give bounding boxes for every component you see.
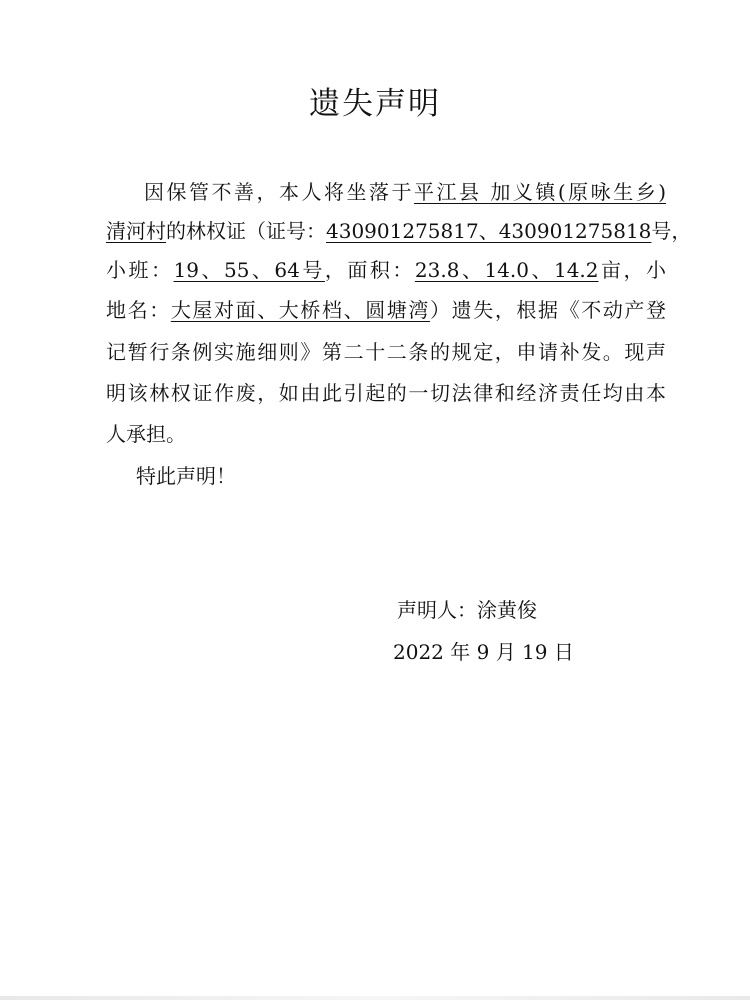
body-line-5: 记暂行条例实施细则》第二十二条的规定，申请补发。现声 xyxy=(106,340,666,364)
body-line-6: 明该林权证作废，如由此引起的一切法律和经济责任均由本 xyxy=(106,381,666,405)
body-text: 因保管不善，本人将坐落于 xyxy=(144,180,415,204)
place-name-underlined: 大屋对面、大桥档、圆塘湾 xyxy=(170,298,431,322)
declarant-signature: 声明人：涂黄俊 xyxy=(397,598,537,622)
village-underlined: 清河村 xyxy=(106,219,166,243)
body-line-2 xyxy=(106,219,692,243)
body-text: ，面积： xyxy=(324,258,415,282)
plot-number-underlined: 19、55、64号 xyxy=(173,258,325,282)
closing-statement: 特此声明！ xyxy=(136,464,236,488)
body-text: 亩，小 xyxy=(598,258,667,282)
location-underlined: 平江县 加义镇(原咏生乡) xyxy=(414,180,666,204)
body-text: 地名： xyxy=(106,298,171,322)
body-line-1 xyxy=(144,180,666,204)
document-title: 遗失声明 xyxy=(309,86,441,122)
body-line-7: 人承担。 xyxy=(106,422,186,446)
area-underlined: 23.8、14.0、14.2 xyxy=(414,258,599,282)
body-text: ）遗失，根据《不动产登 xyxy=(430,298,667,322)
certificate-number-underlined: 430901275817、430901275818 xyxy=(326,219,652,243)
body-text: 号， xyxy=(651,219,692,243)
body-text: 小班： xyxy=(106,258,174,282)
body-text: 的林权证（证号： xyxy=(166,219,326,243)
body-line-3 xyxy=(106,258,666,282)
scan-edge-shadow xyxy=(0,996,750,1000)
declaration-date: 2022 年 9 月 19 日 xyxy=(393,640,574,664)
body-line-4 xyxy=(106,298,666,322)
